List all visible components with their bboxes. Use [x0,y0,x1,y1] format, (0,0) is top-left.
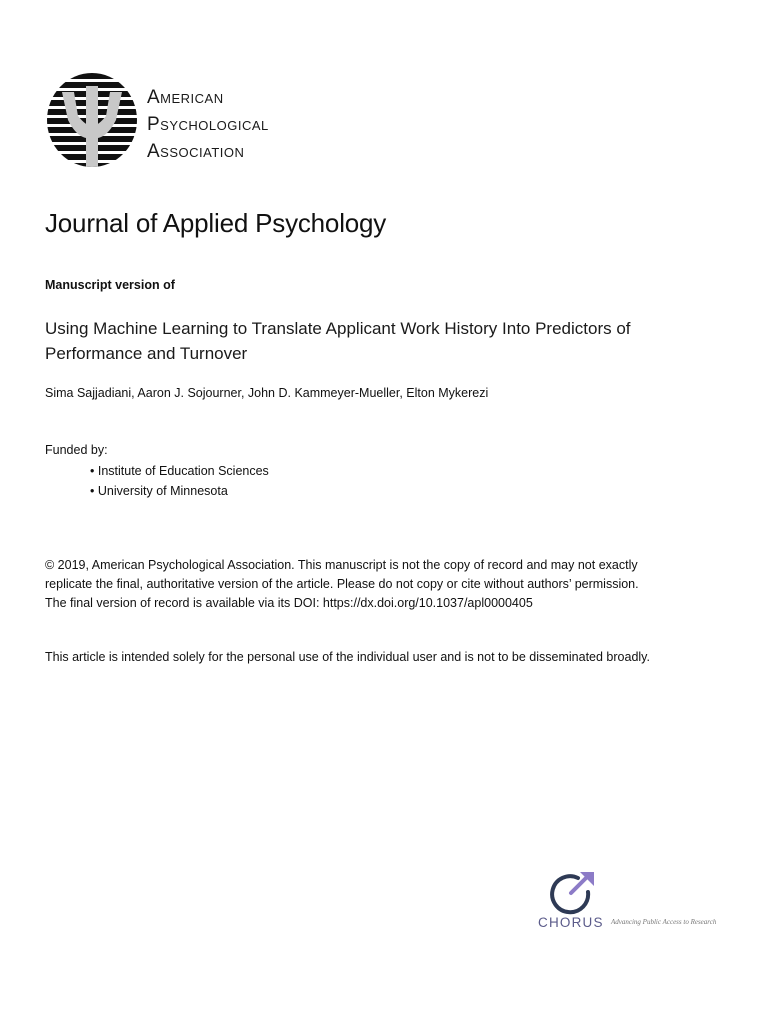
article-title: Using Machine Learning to Translate Applicant Work History Into Predictors of Performance and Turnover [45,319,631,363]
copyright-line: replicate the final, authoritative version of the article. Please do not copy or cite without authors’ permission. [45,577,639,591]
chorus-arrow-icon [548,870,596,916]
copyright-notice [45,556,735,613]
apa-logo [46,72,138,168]
publisher-name-line: Psychological [147,114,269,135]
journal-title: Journal of Applied Psychology [45,208,387,238]
copyright-line: The final version of record is available via its DOI: https://dx.doi.org/10.1037/apl0000405 [45,596,533,610]
publisher-name-line: American [147,87,224,108]
publisher-name-line: Association [147,141,245,162]
chorus-wordmark: CHORUS [538,915,604,930]
manuscript-label: Manuscript version of [45,278,175,292]
chorus-logo [548,870,596,916]
funder-list [90,461,269,501]
publisher-name [147,84,269,165]
funder-item: • Institute of Education Sciences [90,461,269,481]
funding-label: Funded by: [45,443,108,457]
copyright-line: © 2019, American Psychological Association. This manuscript is not the copy of record and may not exactly [45,558,638,572]
funder-item: • University of Minnesota [90,481,269,501]
intended-use-notice: This article is intended solely for the personal use of the individual user and is not to be disseminated broadly. [45,650,650,664]
author-list: Sima Sajjadiani, Aaron J. Sojourner, John D. Kammeyer-Mueller, Elton Mykerezi [45,386,489,400]
apa-psi-icon [46,72,138,168]
chorus-tagline: Advancing Public Access to Research [611,918,717,926]
